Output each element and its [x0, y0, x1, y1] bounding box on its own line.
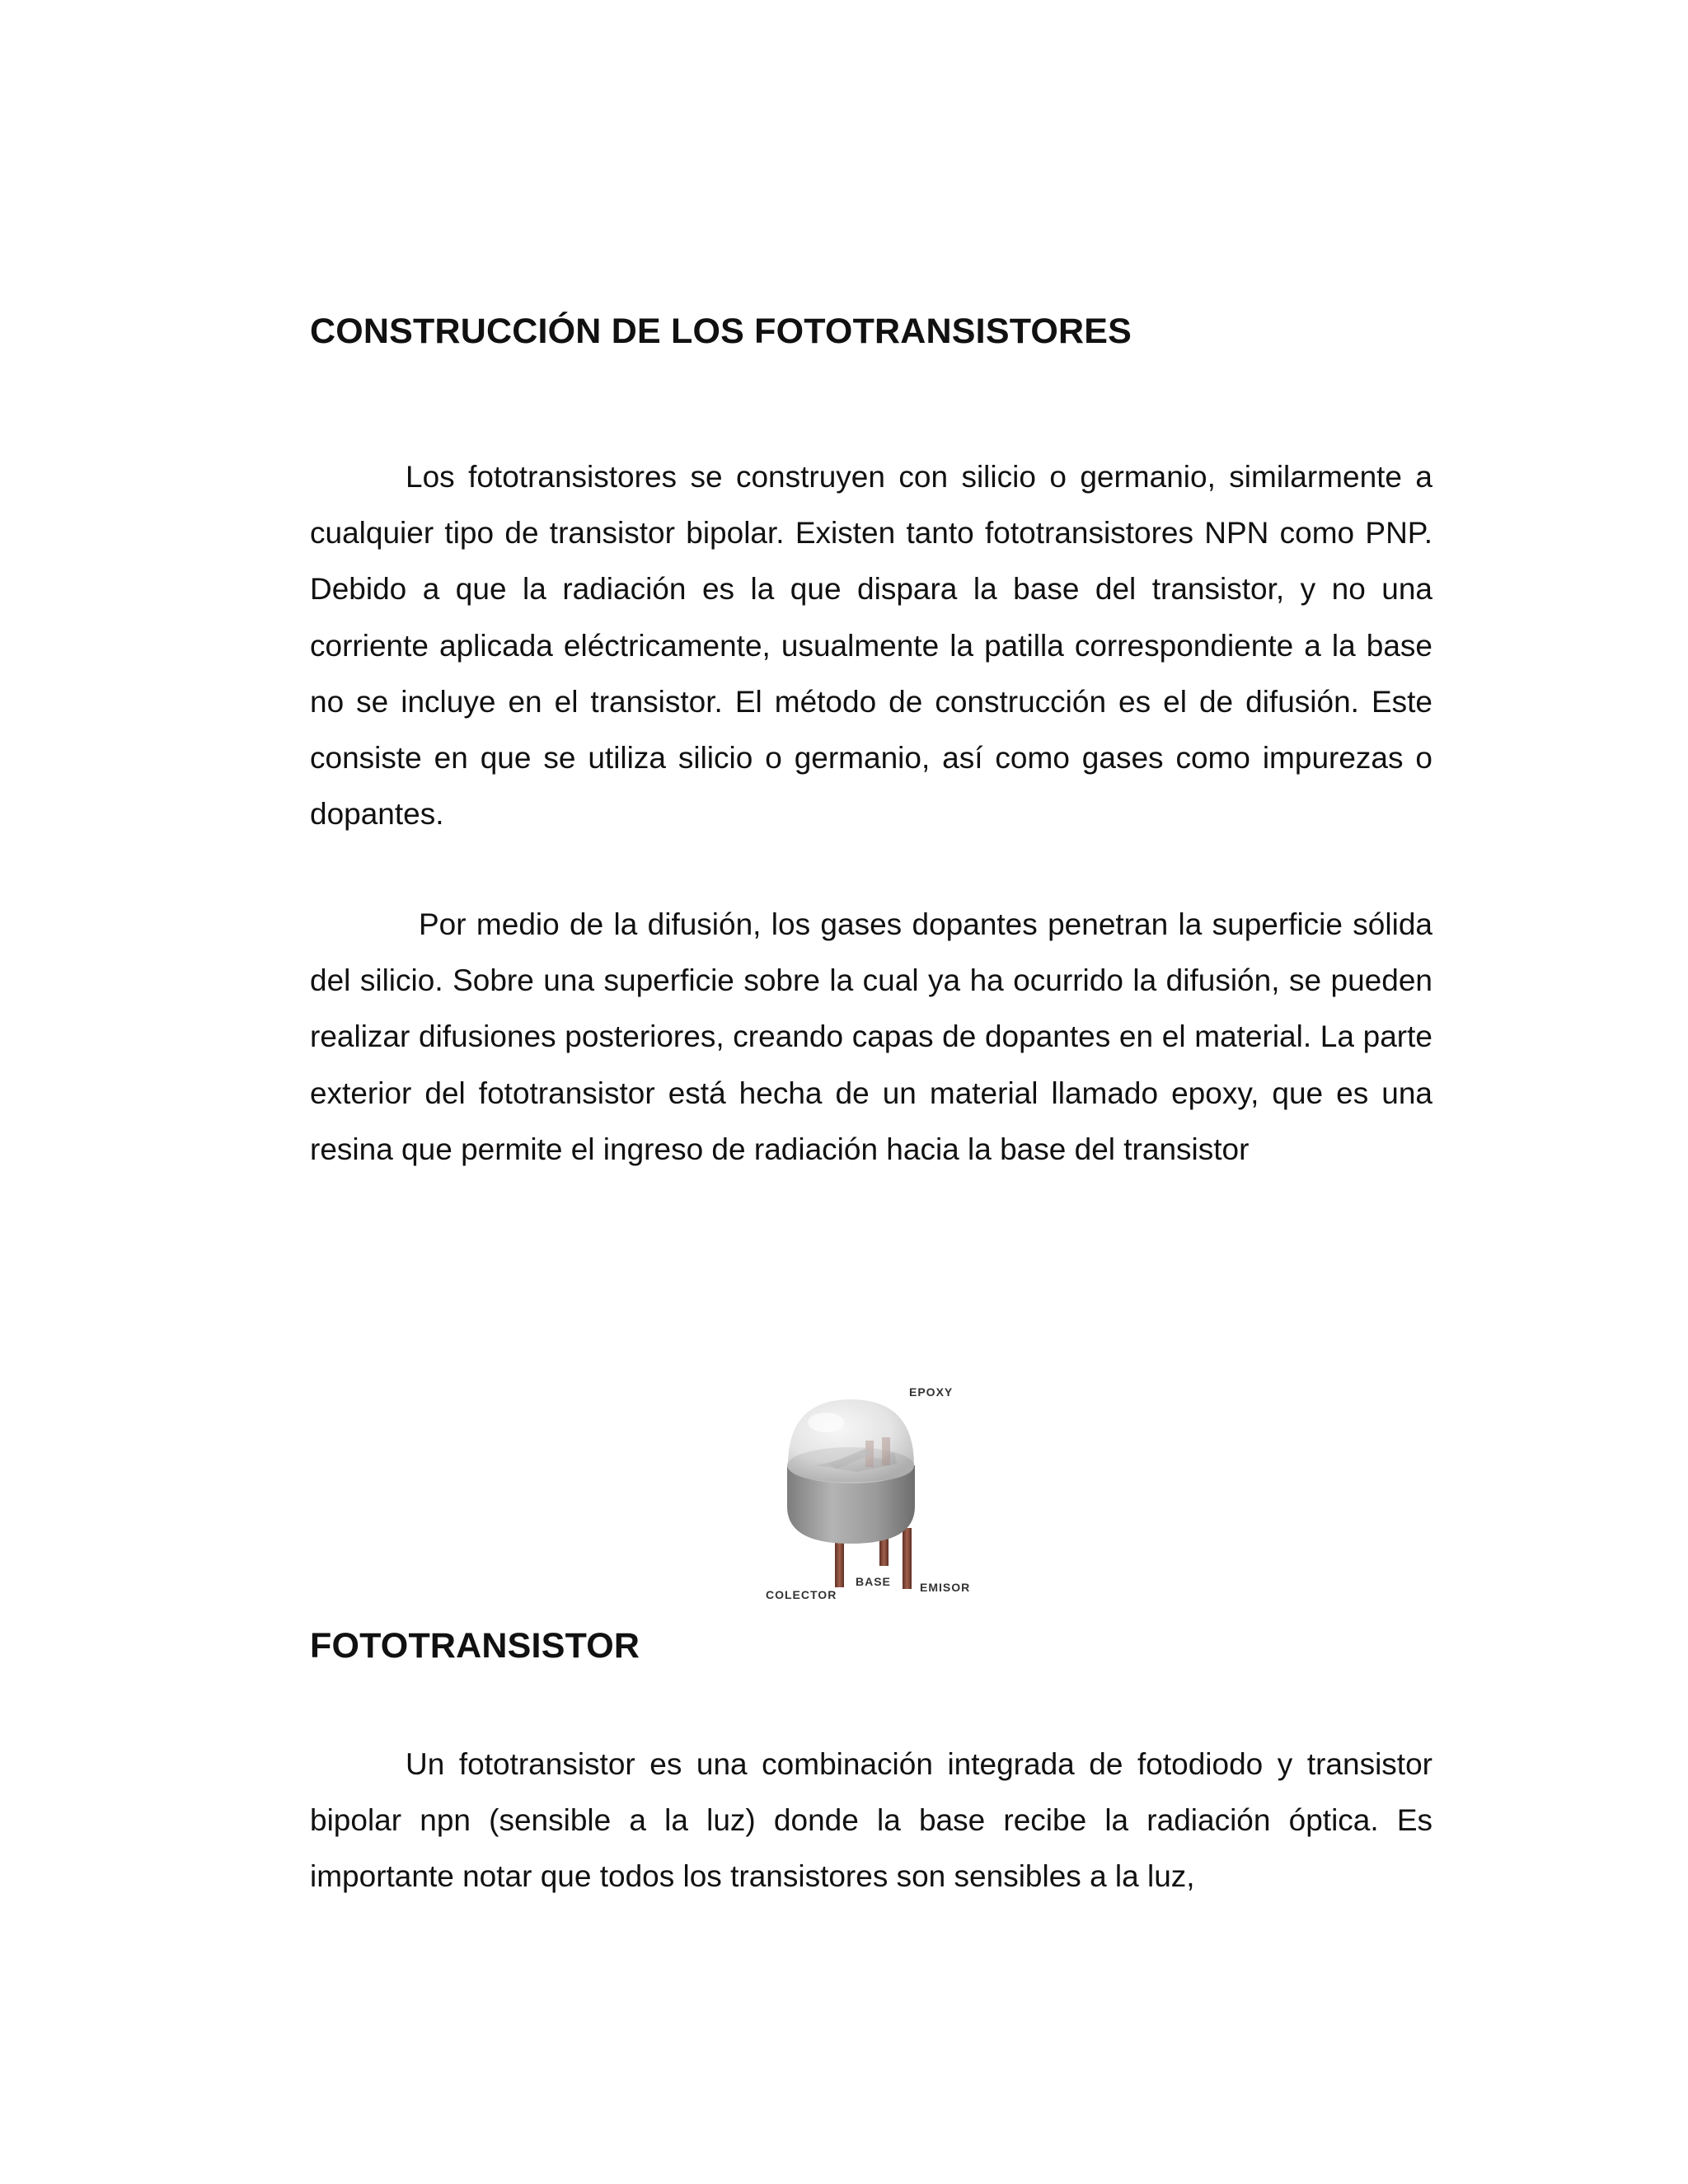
- section-title-construccion: CONSTRUCCIÓN DE LOS FOTOTRANSISTORES: [310, 312, 1132, 351]
- epoxy-dome: [788, 1399, 914, 1482]
- lead-emisor: [903, 1528, 912, 1589]
- paragraph-construccion-1: Los fototransistores se construyen con silicio o germanio, similarmente a cualquier tipo de transistor bipolar. Existen tanto fototransistores NPN como PNP. Debido a que la radiación es la que dispara la base del transistor, y no una corriente aplicada eléctricamente, usualmente la patilla correspondiente a la base no se incluye en el transistor. El método de construcción es el de difusión. Este consiste en que se utiliza silicio o germanio, así como gases como impurezas o dopantes.: [310, 460, 1432, 832]
- label-emisor: EMISOR: [920, 1581, 971, 1594]
- paragraph-fototransistor-1: Un fototransistor es una combinación integrada de fotodiodo y transistor bipolar npn (sensible a la luz) donde la base recibe la radiación óptica. Es importante notar que todos los transistores son sensibles a la luz,: [310, 1747, 1432, 1894]
- label-colector: COLECTOR: [766, 1588, 837, 1601]
- phototransistor-figure: [758, 1383, 997, 1605]
- label-base: BASE: [856, 1575, 891, 1588]
- paragraph-construccion-2: Por medio de la difusión, los gases dopantes penetran la superficie sólida del silicio. Sobre una superficie sobre la cual ya ha ocurrido la difusión, se pueden realizar difusiones posteriores, creando capas de dopantes en el material. La parte exterior del fototransistor está hecha de un material llamado epoxy, que es una resina que permite el ingreso de radiación hacia la base del transistor: [310, 907, 1432, 1166]
- label-epoxy: EPOXY: [909, 1385, 954, 1399]
- section-title-fototransistor: FOTOTRANSISTOR: [310, 1626, 640, 1666]
